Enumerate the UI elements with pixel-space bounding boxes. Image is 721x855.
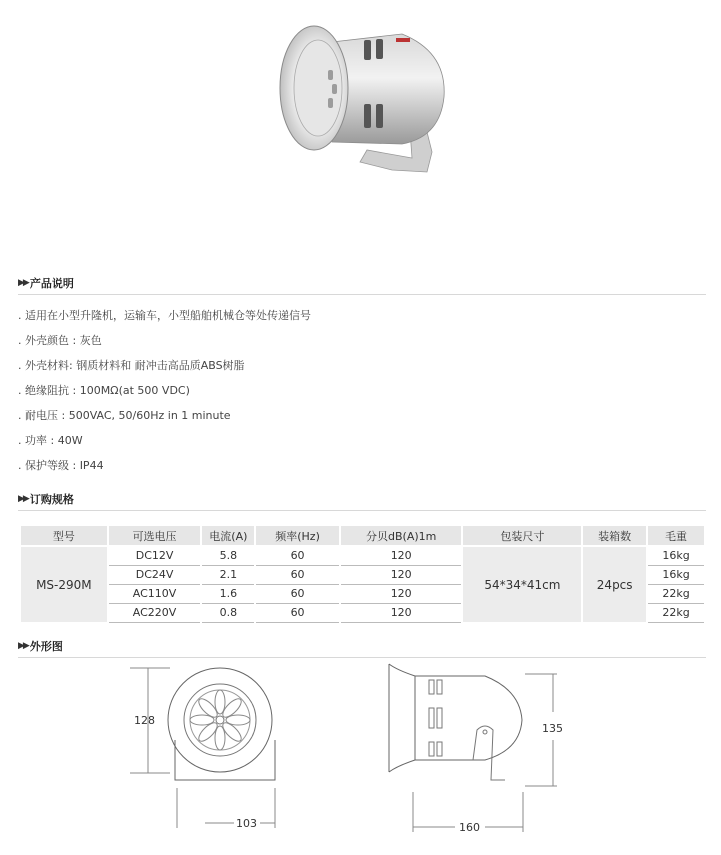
- spec-line-material: . 外壳材料: 钢质材料和 耐冲击高品质ABS树脂: [18, 359, 245, 372]
- divider: [18, 294, 706, 295]
- cell-box-qty: 24pcs: [582, 546, 647, 622]
- header-package-size: 包装尺寸: [462, 525, 582, 546]
- table-row: [20, 546, 705, 565]
- spec-line-application: . 适用在小型升隆机，运输车，小型船舶机械仓等处传递信号: [18, 309, 311, 322]
- cell-package-size: 54*34*41cm: [462, 546, 582, 622]
- ordering-spec-table: [19, 524, 706, 623]
- section-title-ordering: 订购规格: [29, 493, 74, 506]
- divider: [18, 657, 706, 658]
- section-title-description: 产品说明: [29, 277, 74, 290]
- cell-decibel: 120: [340, 546, 463, 565]
- side-view-drawing: [385, 660, 575, 850]
- spec-line-power: . 功率 : 40W: [18, 434, 83, 447]
- arrow-icon: ▶▶: [18, 641, 28, 651]
- cell-voltage: AC220V: [108, 603, 202, 622]
- cell-decibel: 120: [340, 584, 463, 603]
- cell-current: 5.8: [201, 546, 255, 565]
- header-model: 型号: [20, 525, 108, 546]
- cell-current: 2.1: [201, 565, 255, 584]
- spec-line-protection: . 保护等级 : IP44: [18, 459, 104, 472]
- divider: [18, 510, 706, 511]
- cell-decibel: 120: [340, 565, 463, 584]
- arrow-icon: ▶▶: [18, 278, 28, 288]
- cell-current: 0.8: [201, 603, 255, 622]
- dim-front-height: 128: [134, 714, 155, 727]
- cell-weight: 22kg: [647, 584, 705, 603]
- cell-weight: 22kg: [647, 603, 705, 622]
- cell-voltage: DC12V: [108, 546, 202, 565]
- section-title-outline: 外形图: [29, 640, 63, 653]
- cell-weight: 16kg: [647, 546, 705, 565]
- cell-weight: 16kg: [647, 565, 705, 584]
- cell-voltage: AC110V: [108, 584, 202, 603]
- header-frequency: 频率(Hz): [255, 525, 340, 546]
- cell-frequency: 60: [255, 546, 340, 565]
- header-voltage: 可选电压: [108, 525, 202, 546]
- table-header-row: [20, 525, 705, 546]
- cell-model: MS-290M: [20, 546, 108, 622]
- header-decibel: 分贝dB(A)1m: [340, 525, 463, 546]
- section-header-ordering: [18, 490, 74, 508]
- spec-line-insulation: . 绝缘阻抗 : 100MΩ(at 500 VDC): [18, 384, 190, 397]
- header-weight: 毛重: [647, 525, 705, 546]
- cell-voltage: DC24V: [108, 565, 202, 584]
- arrow-icon: ▶▶: [18, 494, 28, 504]
- front-view-drawing: [120, 660, 300, 850]
- dim-side-height: 135: [542, 722, 563, 735]
- spec-line-color: . 外壳颜色 : 灰色: [18, 334, 102, 347]
- dim-front-width: 103: [236, 817, 257, 830]
- cell-current: 1.6: [201, 584, 255, 603]
- header-box-qty: 装箱数: [582, 525, 647, 546]
- product-photo-siren: [272, 12, 457, 182]
- section-header-outline: [18, 637, 63, 655]
- cell-frequency: 60: [255, 603, 340, 622]
- cell-frequency: 60: [255, 565, 340, 584]
- section-header-description: [18, 274, 74, 292]
- cell-frequency: 60: [255, 584, 340, 603]
- spec-line-dielectric: . 耐电压 : 500VAC, 50/60Hz in 1 minute: [18, 409, 231, 422]
- header-current: 电流(A): [201, 525, 255, 546]
- dim-side-width: 160: [459, 821, 480, 834]
- cell-decibel: 120: [340, 603, 463, 622]
